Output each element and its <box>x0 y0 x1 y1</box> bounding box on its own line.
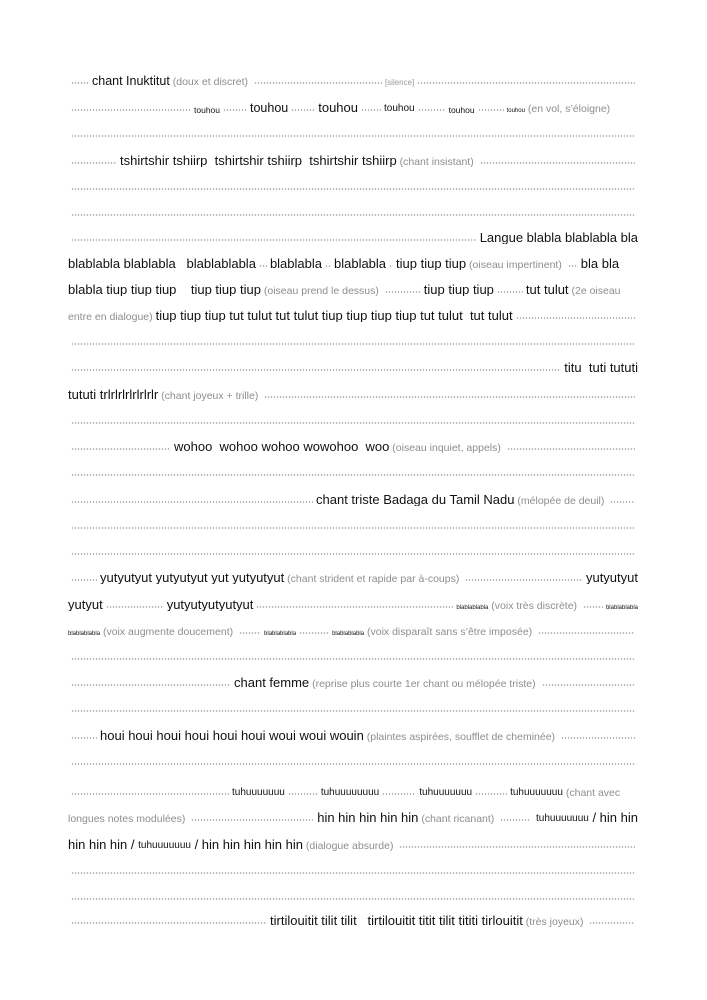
sung-text: chant triste Badaga du Tamil Nadu <box>316 492 515 506</box>
dotted-leader <box>500 819 530 821</box>
dotted-leader <box>583 606 603 608</box>
text-line <box>68 693 638 715</box>
dotted-leader <box>418 109 446 111</box>
dotted-leader <box>389 265 393 267</box>
sung-text: touhou <box>250 100 289 114</box>
dotted-leader <box>417 82 635 84</box>
dotted-leader <box>71 579 97 581</box>
dotted-leader <box>71 82 89 84</box>
sung-text: yutyutyut <box>585 570 638 584</box>
annotation: chant ou mélopée triste) <box>420 677 539 689</box>
text-line <box>68 222 638 244</box>
dotted-leader <box>361 109 381 111</box>
text-line <box>68 457 638 479</box>
dotted-leader <box>239 632 261 634</box>
annotation: (mélopée de deuil) <box>514 494 608 506</box>
annotation: (oiseau impertinent) <box>466 258 565 270</box>
dotted-leader <box>478 109 504 111</box>
annotation: (2 <box>568 284 581 296</box>
dotted-leader <box>71 763 635 765</box>
annotation: er <box>410 677 421 689</box>
annotation: (très joyeux) <box>522 915 587 927</box>
text-line <box>68 484 638 506</box>
dotted-leader <box>71 188 635 190</box>
annotation: (chant strident et rapide par à-coups) <box>284 572 463 584</box>
dotted-leader <box>325 265 331 267</box>
dotted-leader <box>538 632 635 634</box>
sung-text: tuhuuuuuuu <box>510 787 563 798</box>
dotted-leader <box>561 737 635 739</box>
text-line <box>68 776 638 798</box>
dotted-leader <box>254 82 382 84</box>
sung-text: blablablabla <box>605 605 638 611</box>
dotted-leader <box>71 422 635 424</box>
dotted-leader <box>475 793 507 795</box>
text-line <box>68 667 638 689</box>
annotation: e <box>580 284 587 296</box>
annotation: (oiseau prend le dessus) <box>260 284 382 296</box>
sung-text: tuhuuuuuuu <box>138 840 191 851</box>
dotted-leader <box>610 501 635 503</box>
dotted-leader <box>71 239 477 241</box>
sung-text: yutyutyutyutyut <box>166 597 254 611</box>
sung-text: tututi trlrlrlrlrlrlrlr <box>68 387 159 401</box>
sung-text: blablabla <box>333 256 387 270</box>
dotted-leader <box>568 265 578 267</box>
dotted-leader <box>71 135 635 137</box>
dotted-leader <box>71 898 635 900</box>
sung-text: bla bla <box>580 256 620 270</box>
dotted-leader <box>71 448 171 450</box>
annotation: (chant ricanant) <box>418 812 498 824</box>
annotation: longues notes modulées) <box>68 812 189 824</box>
dotted-leader <box>516 317 635 319</box>
sung-text: yutyut <box>68 597 103 611</box>
sung-text: blabla tiup tiup tiup tiup tiup tiup <box>68 282 261 296</box>
sung-text: blablablabla <box>264 631 297 637</box>
text-line <box>68 248 638 270</box>
sung-text: tiup tiup tiup <box>396 256 467 270</box>
text-line <box>68 118 638 140</box>
sung-text: Langue blabla blablabla bla <box>479 230 638 244</box>
dotted-leader <box>71 684 231 686</box>
sung-text: touhou <box>194 104 220 114</box>
annotation: (doux et discret) <box>169 75 251 87</box>
sung-text: blablablabla <box>68 631 101 637</box>
text-line <box>68 746 638 768</box>
sung-text: hin hin hin / <box>68 837 139 851</box>
annotation: (plaintes aspirées, soufflet de cheminée) <box>363 730 558 742</box>
sung-text: blablabla <box>269 256 322 270</box>
dotted-leader <box>71 501 313 503</box>
dotted-leader <box>71 474 635 476</box>
sung-text: tuhuuuuuuu <box>533 813 589 824</box>
sung-text: tuhuuuuuuu <box>419 787 473 798</box>
text-line <box>68 536 638 558</box>
text-line <box>68 326 638 348</box>
sung-text: houi houi houi houi houi houi woui woui wouin <box>100 728 364 742</box>
annotation: (chant avec <box>562 786 621 798</box>
annotation: (voix augmente doucement) <box>100 625 237 637</box>
sung-text: touhou <box>318 100 358 114</box>
sung-text: touhou <box>506 108 525 114</box>
text-line <box>68 615 638 637</box>
text-line <box>68 855 638 877</box>
dotted-leader <box>71 162 117 164</box>
annotation: (chant insistant) <box>396 155 477 167</box>
sung-text: tshirtshir tshiirp tshirtshir tshiirp tshirtshir tshiirp <box>120 153 397 167</box>
text-line <box>68 562 638 584</box>
sung-text: tiup tiup tiup tut tulut tut tulut tiup tiup tiup tiup tut tulut tut tulut <box>155 308 513 322</box>
dotted-leader <box>71 369 561 371</box>
text-line <box>68 881 638 903</box>
dotted-leader <box>71 527 635 529</box>
dotted-leader <box>589 922 635 924</box>
dotted-leader <box>497 291 523 293</box>
annotation: oiseau <box>586 284 621 296</box>
dotted-leader <box>71 109 191 111</box>
dotted-leader <box>385 291 421 293</box>
silence-mark: [silence] <box>384 78 415 87</box>
annotation: (voix disparaît sans s’être imposée) <box>364 625 536 637</box>
dotted-leader <box>299 632 329 634</box>
text-line <box>68 905 638 927</box>
sung-text: tuhuuuuuuu <box>232 787 285 798</box>
annotation: (reprise plus courte 1 <box>309 677 411 689</box>
sung-text: chant Inuktitut <box>92 73 170 87</box>
sung-text: tut tulut <box>525 282 569 296</box>
dotted-leader <box>71 658 635 660</box>
dotted-leader <box>264 396 635 398</box>
dotted-leader <box>71 214 635 216</box>
annotation: (en vol, s’éloigne) <box>524 102 611 114</box>
text-line <box>68 641 638 663</box>
text-line <box>68 802 638 824</box>
text-line <box>68 300 638 322</box>
dotted-leader <box>259 265 267 267</box>
sung-text: yutyutyut yutyutyut yut yutyutyut <box>100 570 285 584</box>
sung-text: tuhuuuuuuuu <box>320 787 380 798</box>
dotted-leader <box>382 793 416 795</box>
text-line <box>68 829 638 851</box>
sung-text: / hin hin <box>588 810 638 824</box>
text-line <box>68 145 638 167</box>
sung-text: / hin hin hin hin hin <box>190 837 303 851</box>
text-line <box>68 589 638 611</box>
text-line <box>68 197 638 219</box>
dotted-leader <box>399 846 635 848</box>
dotted-leader <box>465 579 583 581</box>
annotation: (dialogue absurde) <box>302 839 397 851</box>
sung-text: tirtilouitit tilit tilit tirtilouitit titit tilit tititi tirlouitit <box>270 913 523 927</box>
text-line <box>68 171 638 193</box>
dotted-leader <box>256 606 453 608</box>
text-line <box>68 379 638 401</box>
dotted-leader <box>106 606 164 608</box>
text-line <box>68 510 638 532</box>
annotation: (oiseau inquiet, appels) <box>389 441 504 453</box>
annotation: entre en dialogue) <box>68 310 156 322</box>
dotted-leader <box>542 684 635 686</box>
sung-text: chant femme <box>234 675 310 689</box>
sung-text: touhou <box>384 103 415 114</box>
sung-text: blablablabla <box>456 605 489 611</box>
dotted-leader <box>191 819 314 821</box>
dotted-leader <box>480 162 635 164</box>
dotted-leader <box>71 872 635 874</box>
text-line <box>68 720 638 742</box>
dotted-leader <box>71 710 635 712</box>
text-line <box>68 405 638 427</box>
text-line <box>68 352 638 374</box>
dotted-leader <box>288 793 318 795</box>
dotted-leader <box>71 343 635 345</box>
sung-text: hin hin hin hin hin <box>317 810 419 824</box>
sung-text: blablablabla <box>332 631 365 637</box>
dotted-leader <box>71 922 267 924</box>
sung-text: tiup tiup tiup <box>423 282 494 296</box>
dotted-leader <box>71 737 97 739</box>
text-line <box>68 92 638 114</box>
dotted-leader <box>291 109 315 111</box>
sung-text: wohoo wohoo wohoo wowohoo woo <box>174 439 390 453</box>
dotted-leader <box>507 448 635 450</box>
annotation: (voix très discrète) <box>488 599 580 611</box>
text-line <box>68 274 638 296</box>
text-line <box>68 431 638 453</box>
text-line <box>68 65 638 87</box>
dotted-leader <box>71 553 635 555</box>
sung-text: blablabla blablabla blablablabla <box>68 256 256 270</box>
dotted-leader <box>223 109 247 111</box>
sung-text: titu tuti tututi <box>564 360 638 374</box>
sung-text: touhou <box>448 104 475 114</box>
annotation: (chant joyeux + trille) <box>158 389 262 401</box>
dotted-leader <box>71 793 229 795</box>
